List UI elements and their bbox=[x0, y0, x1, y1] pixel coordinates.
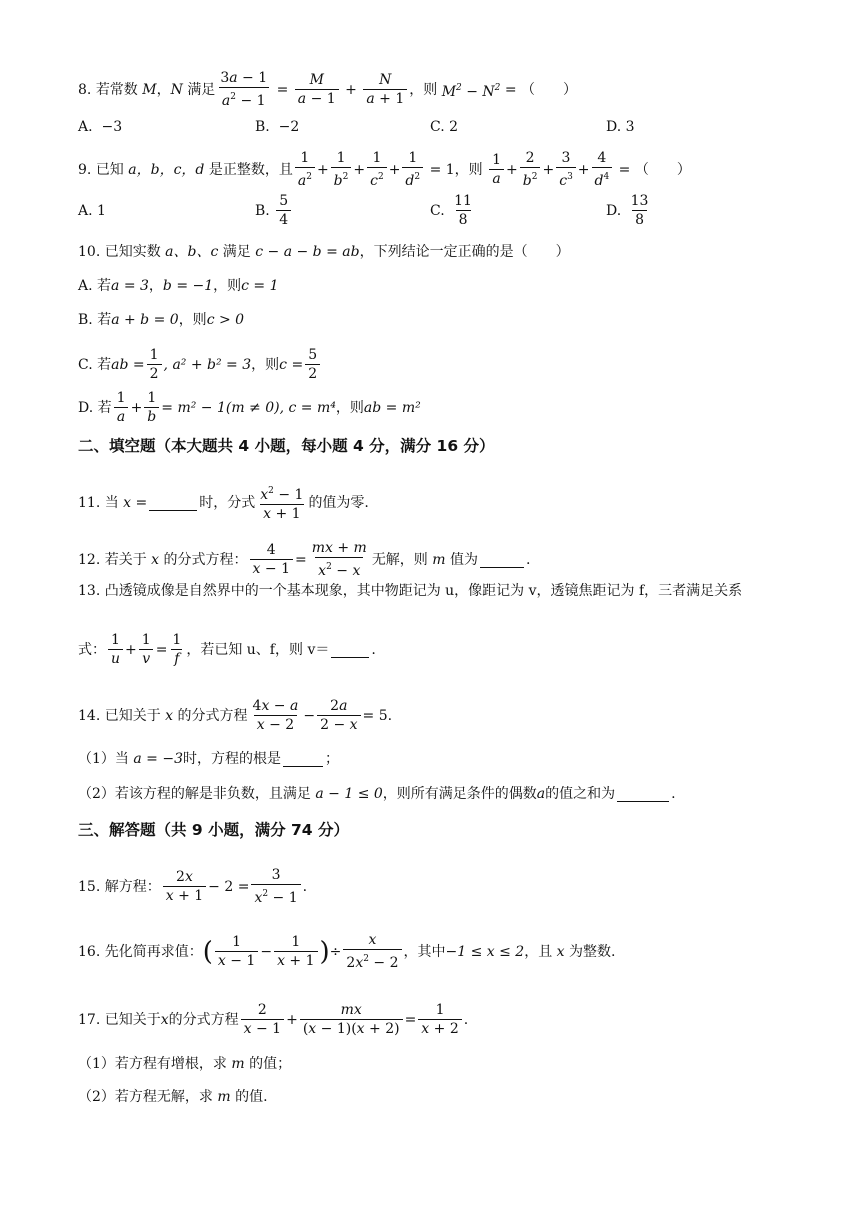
question-13-cont: 式： 1 u + 1 v = 1 f ，若已知 u、f，则 v＝ . bbox=[78, 632, 376, 667]
question-text: 是正整数，且 bbox=[208, 162, 293, 178]
answer-paren: （ ） bbox=[521, 82, 578, 98]
condition: c − a − b = ab bbox=[255, 244, 360, 260]
question-16: 16. 先化简再求值： ( 1 x − 1 − 1 x + 1 ) ÷ $\frac{x}{2x^2 - 2}$ ，其中 −1 ≤ x ≤ 2 ，且 x 为整数. bbox=[78, 932, 616, 971]
var-m: M bbox=[142, 82, 157, 98]
question-15: 15. 解方程： 2x x + 1 − 2 = $\frac{3}{x^2 - 1}$ . bbox=[78, 867, 308, 906]
question-13 bbox=[78, 582, 742, 600]
fraction: $\frac{M}{a - 1}$ bbox=[295, 72, 339, 108]
question-12: 12. 若关于 x 的分式方程： 4 x − 1 = mx + m $x^2 - x$ 无解，则 m 值为 . bbox=[78, 540, 531, 579]
question-text: 已知实数 bbox=[104, 244, 161, 260]
option-b: B. −2 bbox=[255, 119, 300, 135]
question-text: 凸透镜成像是自然界中的一个基本现象，其中物距记为 u，像距记为 v，透镜焦距记为 f，三者满足关系 bbox=[104, 583, 743, 599]
answer-blank[interactable] bbox=[480, 553, 524, 568]
question-8: 8. 若常数 M ， N 满足 $\frac{3a - 1}{a^2 - 1}$ = $\frac{M}{a - 1}$ + $\frac{N}{a + 1}$ ，则 $M^2 - N^2$ = （ ） bbox=[78, 70, 578, 109]
question-14: 14. 已知关于 x 的分式方程 4x − a x − 2 − $\frac{2a}{2 - x}$ = 5. bbox=[78, 698, 393, 733]
option-a: A. 若 a = 3 ， b = −1 ，则 c = 1 bbox=[78, 278, 279, 294]
question-14-part-1: （1）当 a = −3 时，方程的根是 ； bbox=[78, 751, 339, 767]
question-number: 9. bbox=[78, 162, 92, 178]
fraction: $\frac{N}{a + 1}$ bbox=[363, 72, 407, 108]
answer-blank[interactable] bbox=[149, 496, 197, 511]
option-c: C. 若 ab = $\frac{1}{2}$ , a² + b² = 3 ，则 c = $\frac{5}{2}$ bbox=[78, 347, 322, 383]
question-14-part-2: （2）若该方程的解是非负数，且满足 a − 1 ≤ 0 ，则所有满足条件的偶数 a 的值之和为 . bbox=[78, 786, 676, 802]
option-d: D. 13 8 bbox=[606, 193, 649, 228]
variables: a、b、c bbox=[165, 244, 219, 260]
question-number: 17. bbox=[78, 1012, 101, 1028]
question-text: ，则 bbox=[454, 162, 483, 178]
option-d: D. 若 1 a + $\frac{1}{b}$ = m² − 1(m ≠ 0), c = m⁴ ，则 ab = m² bbox=[78, 390, 421, 425]
expression: $M^2 - N^2$ bbox=[441, 83, 501, 100]
question-number: 14. bbox=[78, 708, 101, 724]
question-17-part-1: （1）若方程有增根，求 m 的值； bbox=[78, 1056, 292, 1072]
fraction: $\frac{3a - 1}{a^2 - 1}$ bbox=[220, 70, 268, 109]
answer-blank[interactable] bbox=[331, 643, 369, 658]
question-number: 13. bbox=[78, 583, 101, 599]
question-text: ，则 bbox=[409, 82, 438, 98]
option-b: B. 5 4 bbox=[255, 193, 293, 229]
question-number: 16. bbox=[78, 944, 101, 960]
option-c: C. 11 8 bbox=[430, 193, 472, 228]
question-text: ，下列结论一定正确的是（ ） bbox=[359, 244, 570, 260]
question-number: 8. bbox=[78, 82, 92, 98]
question-text: 若常数 bbox=[95, 82, 138, 98]
question-17-part-2: （2）若方程无解，求 m 的值. bbox=[78, 1089, 268, 1105]
question-number: 12. bbox=[78, 552, 101, 568]
option-a: A. 1 bbox=[78, 203, 106, 219]
question-number: 11. bbox=[78, 495, 101, 511]
option-c: C. 2 bbox=[430, 119, 459, 135]
question-9: 9. 已知 a，b，c，d 是正整数，且 1 $a^2$ + 1 $b^2$ + 1 $c^2$ + 1 $d^2$ = 1 ，则 1 a + 2 $b^2$ + 3 $c^3$ + 4 $d^4$ = （ ） bbox=[78, 150, 691, 189]
option-b: B. 若 a + b = 0 ，则 c > 0 bbox=[78, 312, 245, 328]
question-text: 已知 bbox=[95, 162, 124, 178]
section-heading: 三、解答题（共 9 小题，满分 74 分） bbox=[78, 821, 349, 839]
answer-paren: （ ） bbox=[634, 162, 691, 178]
answer-blank[interactable] bbox=[617, 787, 669, 802]
question-17: 17. 已知关于 x 的分式方程 2 x − 1 + $\frac{mx}{(x - 1)(x + 2)}$ = $\frac{1}{x + 2}$ . bbox=[78, 1002, 469, 1037]
question-text: 满足 bbox=[187, 82, 216, 98]
question-number: 10. bbox=[78, 244, 101, 260]
punct: ， bbox=[156, 82, 171, 98]
question-10 bbox=[78, 243, 570, 261]
section-heading: 二、填空题（本大题共 4 小题，每小题 4 分，满分 16 分） bbox=[78, 437, 495, 455]
answer-blank[interactable] bbox=[283, 752, 323, 767]
question-11: 11. 当 x = 时，分式 $x^2 - 1$ x + 1 的值为零. bbox=[78, 486, 369, 522]
variables: a，b，c，d bbox=[128, 162, 205, 178]
question-text: 满足 bbox=[222, 244, 251, 260]
option-d: D. 3 bbox=[606, 119, 635, 135]
var-n: N bbox=[170, 82, 183, 98]
question-number: 15. bbox=[78, 879, 101, 895]
option-a: A. −3 bbox=[78, 119, 123, 135]
